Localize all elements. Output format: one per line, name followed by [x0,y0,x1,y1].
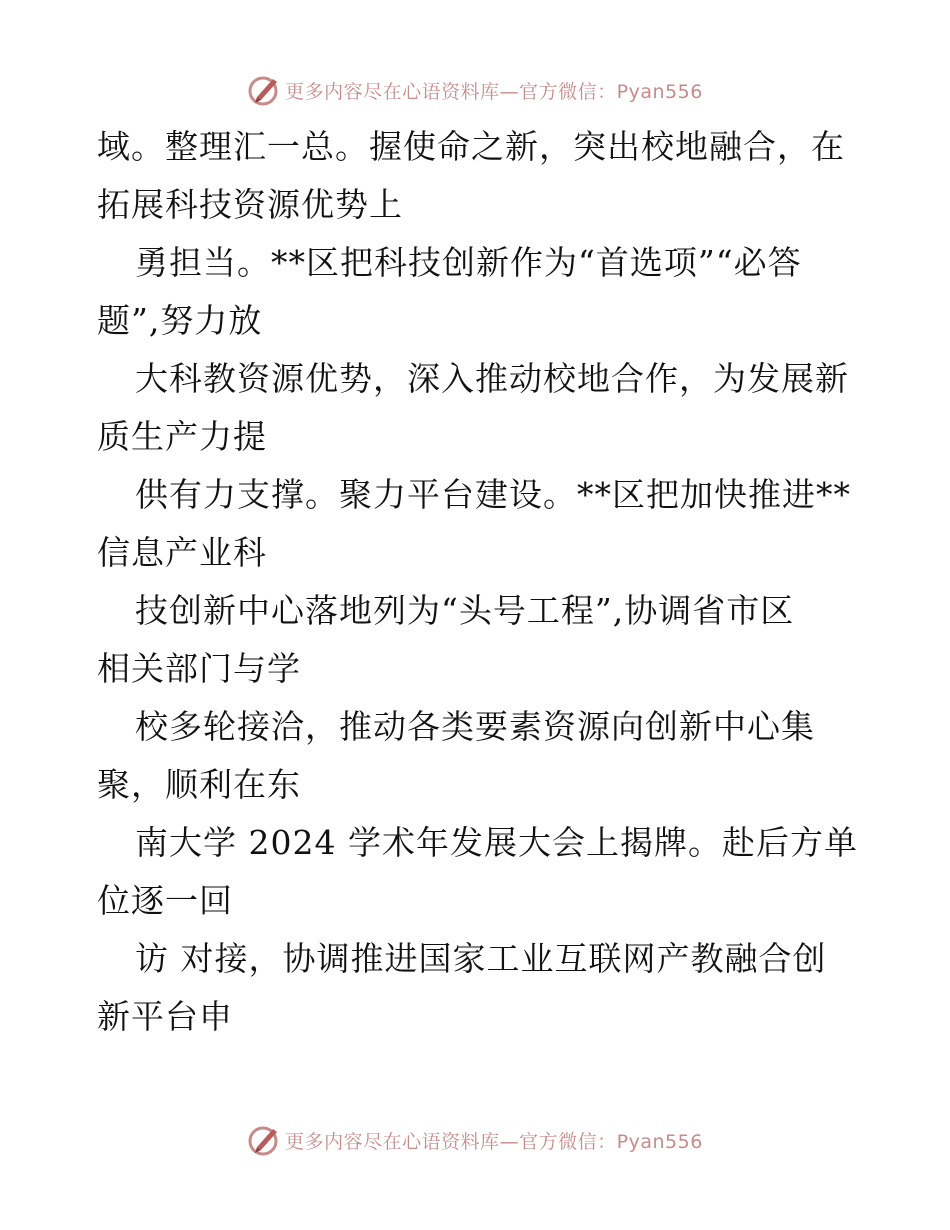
header-watermark [0,70,950,110]
body-line: 域。整理汇一总。握使命之新，突出校地融合，在 [97,127,845,166]
body-line: 位逐一回 [97,881,233,920]
body-line: 访 对接，协调推进国家工业互联网产教融合创 [135,939,827,978]
body-line: 供有力支撑。聚力平台建设。**区把加快推进** [135,475,851,514]
body-line: 南大学 2024 学术年发展大会上揭牌。赴后方单 [135,823,858,862]
watermark-text: 更多内容尽在心语资料库—官方微信：Pyan556 [285,1130,703,1153]
pen-logo-icon [247,73,281,107]
body-line: 拓展科技资源优势上 [97,185,403,224]
watermark-text: 更多内容尽在心语资料库—官方微信：Pyan556 [285,80,703,103]
body-line: 校多轮接洽，推动各类要素资源向创新中心集 [135,707,815,746]
body-line: 技创新中心落地列为“头号工程”,协调省市区 [135,591,795,630]
pen-logo-icon [247,1123,281,1157]
body-line: 质生产力提 [97,417,267,456]
body-line: 信息产业科 [97,533,267,572]
body-line: 新平台申 [97,997,233,1036]
body-line: 聚，顺利在东 [97,765,301,804]
body-line: 相关部门与学 [97,649,301,688]
document-body [97,118,857,1046]
body-line: 勇担当。**区把科技创新作为“首选项”“必答 [135,243,802,282]
footer-watermark [0,1120,950,1160]
body-line: 题”,努力放 [97,301,263,340]
body-line: 大科教资源优势，深入推动校地合作，为发展新 [135,359,849,398]
